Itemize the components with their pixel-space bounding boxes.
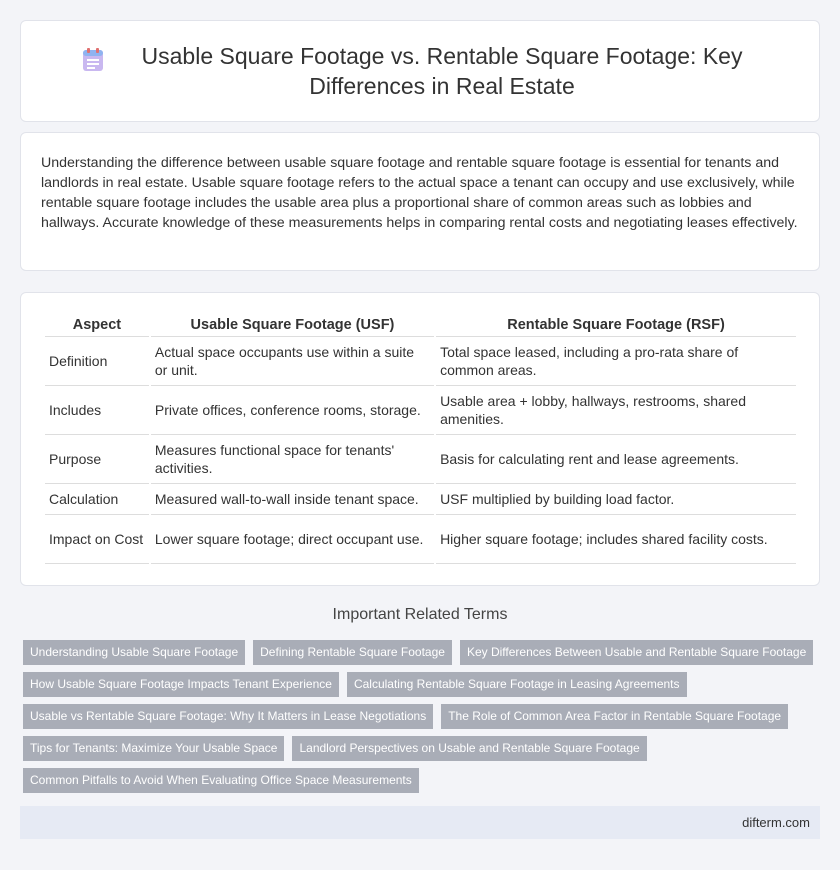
- related-term-tag[interactable]: How Usable Square Footage Impacts Tenant Experience: [23, 672, 339, 697]
- table-cell: Calculation: [45, 484, 149, 515]
- column-header-aspect: Aspect: [45, 313, 149, 337]
- table-row: [45, 435, 796, 484]
- table-row: [45, 386, 796, 435]
- table-cell: Definition: [45, 337, 149, 386]
- related-term-tag[interactable]: Tips for Tenants: Maximize Your Usable Space: [23, 736, 284, 761]
- table-cell: Measured wall-to-wall inside tenant space.: [151, 484, 434, 515]
- comparison-table-card: [20, 292, 820, 586]
- footer-site-link[interactable]: difterm.com: [742, 815, 810, 830]
- table-cell: Includes: [45, 386, 149, 435]
- table-cell: Actual space occupants use within a suite or unit.: [151, 337, 434, 386]
- table-cell: Impact on Cost: [45, 515, 149, 564]
- table-row: [45, 484, 796, 515]
- related-terms-list: [23, 640, 823, 793]
- column-header-rsf: Rentable Square Footage (RSF): [436, 313, 796, 337]
- table-cell: Private offices, conference rooms, storage.: [151, 386, 434, 435]
- related-term-tag[interactable]: Defining Rentable Square Footage: [253, 640, 452, 665]
- footer: [20, 806, 820, 839]
- related-term-tag[interactable]: Landlord Perspectives on Usable and Rentable Square Footage: [292, 736, 646, 761]
- table-cell: USF multiplied by building load factor.: [436, 484, 796, 515]
- page-title: Usable Square Footage vs. Rentable Square Footage: Key Differences in Real Estate: [141, 43, 743, 99]
- table-row: [45, 515, 796, 564]
- related-term-tag[interactable]: Calculating Rentable Square Footage in Leasing Agreements: [347, 672, 687, 697]
- table-cell: Purpose: [45, 435, 149, 484]
- related-terms-title: Important Related Terms: [332, 606, 508, 623]
- document-icon: [80, 47, 106, 73]
- related-term-tag[interactable]: Usable vs Rentable Square Footage: Why It Matters in Lease Negotiations: [23, 704, 433, 729]
- table-cell: Usable area + lobby, hallways, restrooms, shared amenities.: [436, 386, 796, 435]
- intro-card: [20, 132, 820, 271]
- comparison-table: [43, 313, 798, 564]
- table-cell: Higher square footage; includes shared facility costs.: [436, 515, 796, 564]
- intro-text: Understanding the difference between usable square footage and rentable square footage is essential for tenants and landlords in real estate. Usable square footage refers to the actual space a tenant can occupy and use exclusively, while rentable square footage includes the usable area plus a proportional share of common areas such as lobbies and hallways. Accurate knowledge of these measurements helps in comparing rental costs and negotiating leases effectively.: [41, 155, 798, 231]
- table-row: [45, 337, 796, 386]
- related-term-tag[interactable]: The Role of Common Area Factor in Rentable Square Footage: [441, 704, 788, 729]
- related-term-tag[interactable]: Key Differences Between Usable and Rentable Square Footage: [460, 640, 813, 665]
- table-cell: Basis for calculating rent and lease agreements.: [436, 435, 796, 484]
- related-term-tag[interactable]: Common Pitfalls to Avoid When Evaluating Office Space Measurements: [23, 768, 419, 793]
- table-cell: Measures functional space for tenants' activities.: [151, 435, 434, 484]
- column-header-usf: Usable Square Footage (USF): [151, 313, 434, 337]
- header-card: [20, 20, 820, 122]
- table-cell: Lower square footage; direct occupant use.: [151, 515, 434, 564]
- table-cell: Total space leased, including a pro-rata share of common areas.: [436, 337, 796, 386]
- related-term-tag[interactable]: Understanding Usable Square Footage: [23, 640, 245, 665]
